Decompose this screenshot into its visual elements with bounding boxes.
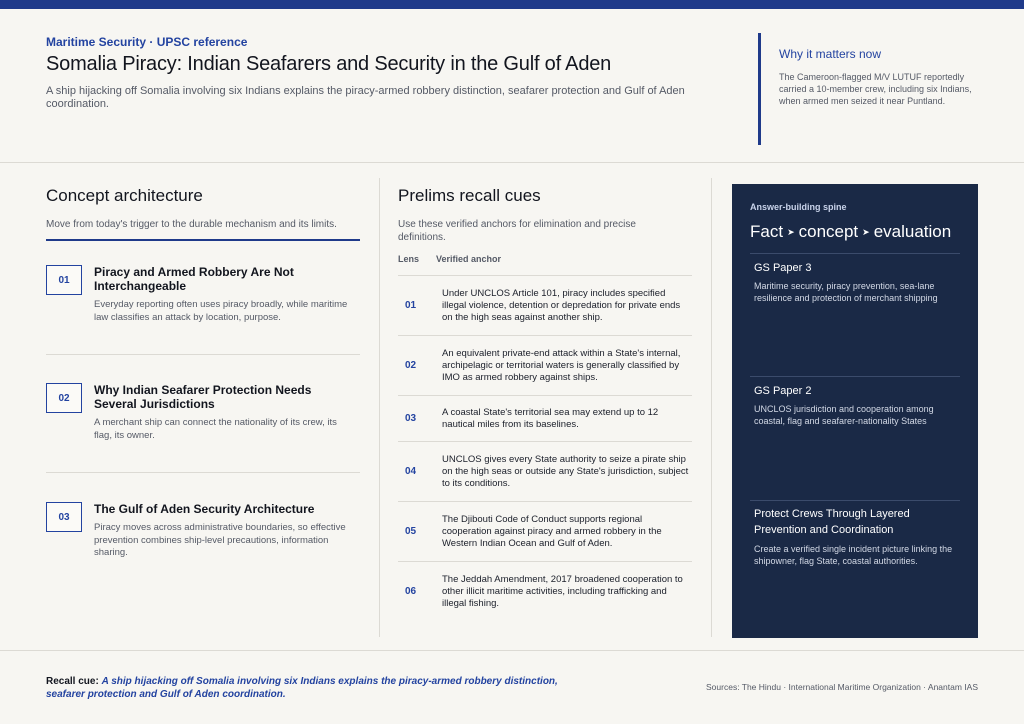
kicker: Maritime Security · UPSC reference	[46, 35, 248, 49]
table-row	[398, 501, 692, 561]
spine-title	[750, 222, 951, 242]
lens-number: 06	[405, 586, 417, 597]
spine-item-text: UNCLOS jurisdiction and cooperation among coastal, flag and seafarer-nationality States	[754, 404, 934, 426]
divider	[750, 500, 960, 501]
column-divider	[379, 178, 380, 637]
anchor-text: UNCLOS gives every State authority to seize a pirate ship on the high seas or outside any State's jurisdiction, subject to its conditions.	[442, 454, 689, 489]
anchor-column-header: Verified anchor	[436, 254, 502, 264]
top-accent-bar	[0, 0, 1024, 9]
section-rule	[46, 239, 360, 241]
sources: Sources: The Hindu · International Maritime Organization · Anantam IAS	[706, 682, 978, 692]
concept-number: 01	[46, 265, 82, 295]
page-title: Somalia Piracy: Indian Seafarers and Security in the Gulf of Aden	[46, 53, 612, 75]
divider	[46, 354, 360, 355]
concept-number: 02	[46, 383, 82, 413]
arrow-right-icon: ➤	[787, 226, 795, 237]
spine-item-title: GS Paper 3	[754, 262, 812, 274]
concept-title: The Gulf of Aden Security Architecture	[94, 502, 315, 516]
concept-desc: Everyday reporting often uses piracy broadly, while maritime law classifies an attack by location, purpose.	[94, 299, 348, 323]
concept-section-title: Concept architecture	[46, 186, 203, 205]
lens-number: 04	[405, 466, 417, 477]
why-text: The Cameroon-flagged M/V LUTUF reportedly carried a 10-member crew, including six Indians, when armed men seized it near Puntland.	[779, 72, 972, 106]
why-it-matters-callout	[758, 33, 988, 145]
concept-title: Piracy and Armed Robbery Are Not Interchangeable	[94, 265, 294, 293]
anchor-text: The Jeddah Amendment, 2017 broadened cooperation to other illicit maritime activities, including trafficking and illegal fishing.	[442, 574, 683, 609]
answer-building-spine-panel	[732, 184, 978, 638]
anchor-text: The Djibouti Code of Conduct supports regional cooperation against piracy and armed robbery in the Western Indian Ocean and Gulf of Aden.	[442, 514, 662, 549]
spine-title-concept: concept	[798, 222, 859, 241]
recall-label: Recall cue:	[46, 676, 99, 687]
prelims-section-title: Prelims recall cues	[398, 186, 541, 205]
lens-number: 05	[405, 526, 417, 537]
concept-desc: Piracy moves across administrative boundaries, so effective prevention combines ship-level precautions, information sharing.	[94, 522, 346, 558]
recall-text: A ship hijacking off Somalia involving six Indians explains the piracy-armed robbery distinction, seafarer protection and Gulf of Aden coordination.	[46, 676, 558, 700]
lens-number: 03	[405, 413, 417, 424]
page-header	[0, 9, 1024, 163]
spine-title-fact: Fact	[750, 222, 784, 241]
spine-kicker: Answer-building spine	[750, 202, 847, 212]
prelims-recall-section	[398, 186, 692, 609]
concept-number: 03	[46, 502, 82, 532]
lens-number: 01	[405, 300, 417, 311]
concept-desc: A merchant ship can connect the nationality of its crew, its flag, its owner.	[94, 417, 337, 441]
anchor-text: Under UNCLOS Article 101, piracy includes specified illegal violence, detention or depredation for private ends on the high seas against another ship.	[442, 288, 681, 323]
concept-section-desc: Move from today's trigger to the durable mechanism and its limits.	[46, 219, 337, 230]
divider	[46, 472, 360, 473]
column-divider	[711, 178, 712, 637]
anchor-text: An equivalent private-end attack within a State's internal, archipelagic or territorial waters is generally classified by IMO as armed robbery against ships.	[442, 348, 681, 383]
why-title: Why it matters now	[779, 47, 882, 61]
divider	[750, 253, 960, 254]
lens-column-header: Lens	[398, 254, 420, 264]
table-row	[398, 561, 692, 621]
table-row	[398, 395, 692, 441]
table-row	[398, 335, 692, 395]
recall-cue	[46, 675, 566, 701]
page-subtitle: A ship hijacking off Somalia involving six Indians explains the piracy-armed robbery distinction, seafarer protection and Gulf of Aden coordination.	[46, 85, 685, 110]
arrow-right-icon: ➤	[862, 226, 870, 237]
page-footer	[0, 650, 1024, 724]
table-row	[398, 275, 692, 335]
anchor-text: A coastal State's territorial sea may extend up to 12 nautical miles from its baselines.	[442, 407, 659, 430]
prelims-section-desc: Use these verified anchors for elimination and precise definitions.	[398, 219, 636, 243]
spine-item-title: GS Paper 2	[754, 385, 812, 397]
concept-title: Why Indian Seafarer Protection Needs Several Jurisdictions	[94, 383, 312, 411]
spine-title-evaluation: evaluation	[873, 222, 952, 241]
spine-item-text: Maritime security, piracy prevention, sea-lane resilience and protection of merchant shipping	[754, 281, 938, 303]
spine-item-title: Protect Crews Through Layered Prevention and Coordination	[754, 508, 910, 536]
spine-item-text: Create a verified single incident picture linking the shipowner, flag State, coastal authorities.	[754, 544, 953, 566]
divider	[750, 376, 960, 377]
concept-architecture-section	[46, 186, 360, 558]
lens-number: 02	[405, 360, 417, 371]
table-row	[398, 441, 692, 501]
